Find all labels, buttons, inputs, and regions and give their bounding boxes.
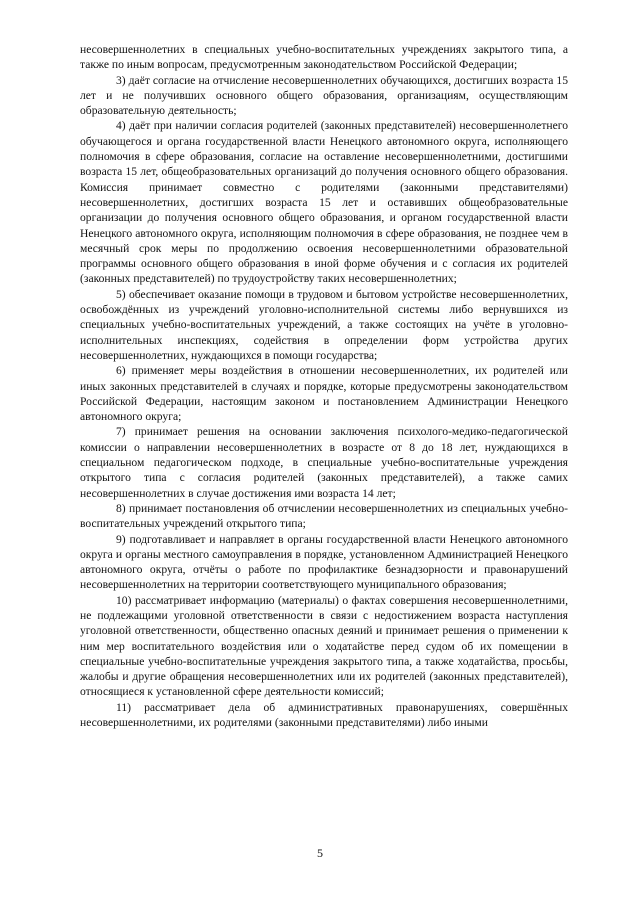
paragraph-item-10: 10) рассматривает информацию (материалы) о фактах совершения несовершеннолетними, не подлежащими уголовной ответственности в связи с недостижением возраста наступления уголовной ответственности, общественно опасных деяний и принимает решения о применении к ним мер воспитательного воздействия или о ходатайстве перед судом об их помещении в специальные учебно-воспитательные учреждения закрытого типа, а также ходатайства, просьбы, жалобы и другие обращения несовершеннолетних или их родителей (законных представителей), относящиеся к установленной сфере деятельности комиссий;	[80, 593, 568, 699]
page-number: 5	[317, 846, 323, 860]
paragraph-item-3: 3) даёт согласие на отчисление несовершеннолетних обучающихся, достигших возраста 15 лет и не получивших основного общего образования, организациям, осуществляющим образовательную деятельность;	[80, 73, 568, 118]
paragraph-item-4: 4) даёт при наличии согласия родителей (законных представителей) несовершеннолетнего обучающегося и органа государственной власти Ненецкого автономного округа, исполняющего полномочия в сфере образования, согласие на оставление несовершеннолетними, достигшими возраста 15 лет, общеобразовательных организаций до получения основного общего образования. Комиссия принимает совместно с родителями (законными представителями) несовершеннолетних, достигших возраста 15 лет и оставивших общеобразовательные организации до получения основного общего образования, и органом государственной власти Ненецкого автономного округа, исполняющим полномочия в сфере образования, не позднее чем в месячный срок меры по продолжению освоения несовершеннолетними образовательной программы основного общего образования в иной форме обучения и с согласия их родителей (законных представителей) по трудоустройству таких несовершеннолетних;	[80, 119, 568, 286]
paragraph-item-7: 7) принимает решения на основании заключения психолого-медико-педагогической комиссии о направлении несовершеннолетних в возрасте от 8 до 18 лет, нуждающихся в специальном педагогическом подходе, в специальные учебно-воспитательные учреждения открытого типа с согласия родителей (законных представителей), а также самих несовершеннолетних в случае достижения ими возраста 14 лет;	[80, 425, 568, 500]
paragraph-item-6: 6) применяет меры воздействия в отношении несовершеннолетних, их родителей или иных законных представителей в случаях и порядке, которые предусмотрены законодательством Российской Федерации, настоящим законом и постановлением Администрации Ненецкого автономного округа;	[80, 364, 568, 424]
paragraph-item-8: 8) принимает постановления об отчислении несовершеннолетних из специальных учебно-воспитательных учреждений открытого типа;	[80, 501, 568, 531]
paragraph-item-9: 9) подготавливает и направляет в органы государственной власти Ненецкого автономного округа и органы местного самоуправления в порядке, установленном Администрацией Ненецкого автономного округа, отчёты о работе по профилактике безнадзорности и правонарушений несовершеннолетних на территории соответствующего муниципального образования;	[80, 532, 568, 592]
document-body	[80, 42, 568, 730]
paragraph-item-5: 5) обеспечивает оказание помощи в трудовом и бытовом устройстве несовершеннолетних, освобождённых из учреждений уголовно-исполнительной системы либо вернувшихся из специальных учебно-воспитательных учреждений, а также состоящих на учёте в уголовно-исполнительных инспекциях, содействия в определении форм устройства других несовершеннолетних, нуждающихся в помощи государства;	[80, 287, 568, 362]
paragraph-item-11: 11) рассматривает дела об административных правонарушениях, совершённых несовершеннолетними, их родителями (законными представителями) либо иными	[80, 700, 568, 730]
paragraph-continuation: несовершеннолетних в специальных учебно-воспитательных учреждениях закрытого типа, а также по иным вопросам, предусмотренным законодательством Российской Федерации;	[80, 43, 568, 72]
